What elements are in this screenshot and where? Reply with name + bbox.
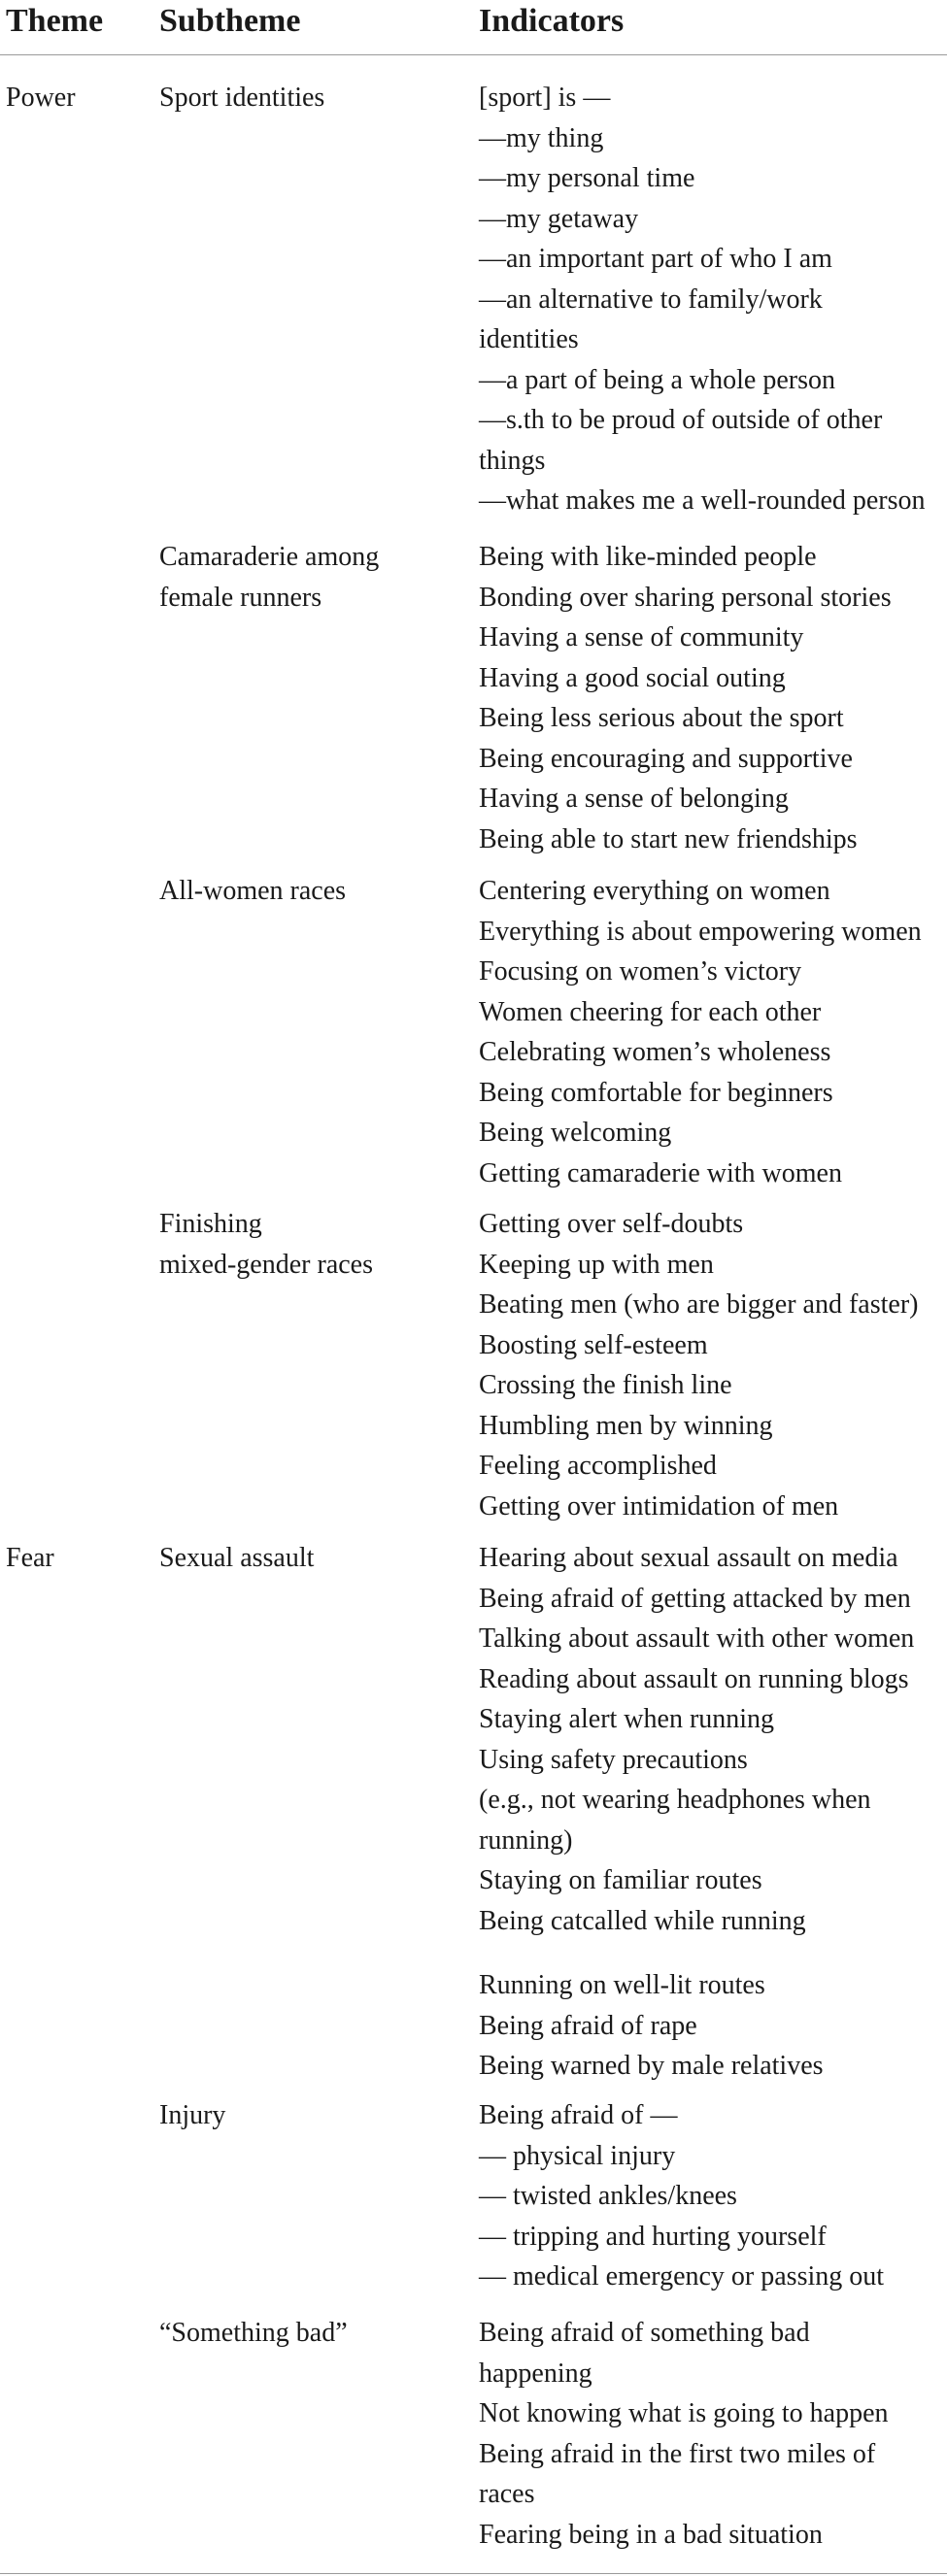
indicator-line: (e.g., not wearing headphones when	[479, 1785, 871, 1815]
indicator-line: things	[479, 445, 546, 476]
indicator-line: — medical emergency or passing out	[479, 2261, 885, 2292]
indicator-line: — twisted ankles/knees	[479, 2181, 737, 2211]
subtheme-cell	[159, 1204, 373, 1285]
table-header	[0, 0, 947, 54]
indicator-line: Running on well-lit routes	[479, 1970, 765, 2000]
indicator-line: Hearing about sexual assault on media	[479, 1543, 898, 1573]
header-rule	[0, 54, 947, 55]
indicators-cell	[479, 1538, 945, 1941]
indicator-line: Being comfortable for beginners	[479, 1077, 833, 1108]
indicator-line: Crossing the finish line	[479, 1370, 732, 1400]
indicator-line: Being warned by male relatives	[479, 2051, 824, 2081]
indicator-line: Talking about assault with other women	[479, 1623, 915, 1654]
header-theme: Theme	[6, 3, 104, 39]
subtheme-cell	[159, 2095, 225, 2136]
indicator-line: Not knowing what is going to happen	[479, 2398, 889, 2428]
indicator-line: Beating men (who are bigger and faster)	[479, 1289, 919, 1320]
indicator-line: Getting over intimidation of men	[479, 1490, 839, 1522]
indicator-line: Being afraid of getting attacked by men	[479, 1583, 911, 1614]
indicator-line: Keeping up with men	[479, 1249, 714, 1280]
subtheme-cell	[159, 2313, 348, 2354]
indicator-line: —my personal time	[479, 163, 695, 193]
header-indicators: Indicators	[479, 3, 625, 39]
indicator-line: running)	[479, 1824, 573, 1856]
indicator-line: Being able to start new friendships	[479, 823, 858, 854]
indicators-cell	[479, 537, 945, 859]
indicator-line: Being afraid of something bad	[479, 2318, 810, 2348]
indicator-line: Feeling accomplished	[479, 1451, 717, 1481]
indicator-line: Having a sense of belonging	[479, 784, 789, 814]
indicator-line: Being less serious about the sport	[479, 703, 844, 733]
indicator-line: —what makes me a well-rounded person	[479, 485, 926, 516]
theme-cell: Power	[6, 83, 76, 113]
indicator-line: Using safety precautions	[479, 1744, 748, 1775]
indicator-line: Being welcoming	[479, 1118, 672, 1148]
indicator-line: Everything is about empowering women	[479, 916, 922, 947]
indicator-line: —an alternative to family/work	[479, 284, 823, 315]
bottom-rule	[0, 2573, 947, 2574]
indicator-line: Boosting self-esteem	[479, 1329, 708, 1360]
subtheme-line: female runners	[159, 582, 322, 613]
subtheme-line: All-women races	[159, 876, 347, 906]
subtheme-cell	[159, 1538, 314, 1579]
header-subtheme: Subtheme	[159, 3, 301, 39]
indicator-line: Staying on familiar routes	[479, 1865, 762, 1895]
indicator-line: —an important part of who I am	[479, 244, 832, 274]
indicator-line: — tripping and hurting yourself	[479, 2221, 827, 2252]
indicator-line: Getting camaraderie with women	[479, 1157, 842, 1188]
indicator-line: Staying alert when running	[479, 1704, 775, 1734]
indicators-cell	[479, 1965, 945, 2087]
indicator-line: Fearing being in a bad situation	[479, 2519, 823, 2550]
indicator-line: Being afraid of —	[479, 2100, 678, 2130]
subtheme-cell	[159, 78, 324, 118]
indicator-line: Bonding over sharing personal stories	[479, 582, 892, 613]
indicators-cell	[479, 871, 945, 1193]
subtheme-cell	[159, 537, 379, 618]
indicator-line: happening	[479, 2358, 592, 2389]
indicator-line: Being afraid in the first two miles of	[479, 2438, 876, 2469]
indicator-line: Humbling men by winning	[479, 1410, 773, 1441]
indicator-line: —s.th to be proud of outside of other	[479, 405, 883, 435]
indicator-line: Women cheering for each other	[479, 996, 822, 1027]
theme-cell: Fear	[6, 1543, 54, 1573]
indicator-line: Being encouraging and supportive	[479, 743, 853, 774]
indicator-line: Having a good social outing	[479, 662, 786, 693]
indicator-line: Having a sense of community	[479, 622, 804, 652]
indicator-line: [sport] is —	[479, 83, 611, 113]
indicator-line: races	[479, 2479, 535, 2509]
subtheme-line: mixed-gender races	[159, 1249, 373, 1280]
subtheme-line: Camaraderie among	[159, 542, 380, 572]
indicator-line: —my thing	[479, 122, 604, 153]
indicator-line: —my getaway	[479, 203, 639, 234]
indicator-line: Reading about assault on running blogs	[479, 1663, 909, 1694]
indicators-cell	[479, 2313, 945, 2555]
indicators-cell	[479, 1204, 945, 1526]
indicators-cell	[479, 2095, 945, 2297]
indicator-line: Getting over self-doubts	[479, 1209, 744, 1239]
subtheme-line: Sport identities	[159, 83, 325, 113]
subtheme-line: Finishing	[159, 1209, 262, 1239]
indicator-line: identities	[479, 324, 579, 354]
indicator-line: Centering everything on women	[479, 876, 830, 906]
subtheme-line: Sexual assault	[159, 1543, 315, 1573]
subtheme-line: “Something bad”	[159, 2318, 348, 2348]
indicator-line: — physical injury	[479, 2140, 676, 2171]
indicator-line: Being with like-minded people	[479, 542, 817, 572]
indicator-line: —a part of being a whole person	[479, 364, 835, 395]
subtheme-line: Injury	[159, 2100, 226, 2130]
indicator-line: Being afraid of rape	[479, 2010, 697, 2041]
indicator-line: Celebrating women’s wholeness	[479, 1037, 831, 1067]
indicator-line: Being catcalled while running	[479, 1905, 806, 1936]
indicator-line: Focusing on women’s victory	[479, 956, 802, 987]
indicators-cell	[479, 78, 945, 521]
subtheme-cell	[159, 871, 346, 912]
